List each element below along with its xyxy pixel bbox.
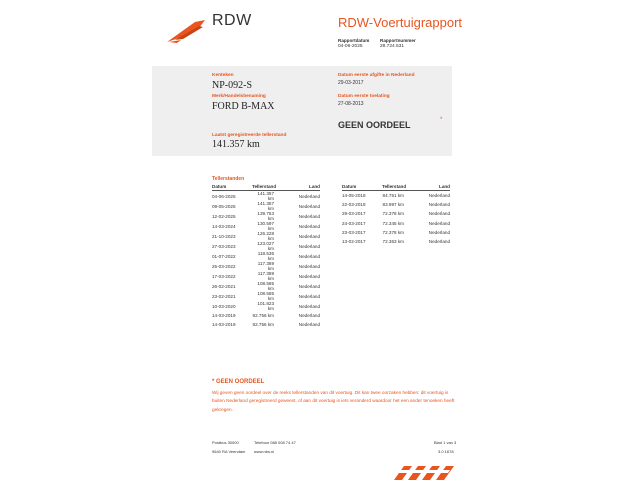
reading-cell: 118.536 km [257, 251, 274, 261]
table-row [212, 301, 320, 311]
reading-cell: 72.378 km [382, 211, 404, 217]
country-cell: Nederland [298, 223, 320, 229]
country-cell: Nederland [298, 253, 320, 259]
table-row [342, 209, 450, 218]
reading-cell: 72.363 km [382, 239, 404, 245]
odometer-table-right [342, 183, 450, 246]
date-cell: 14-05-2018 [342, 193, 366, 199]
footer-version: 3.0 1678 [438, 449, 454, 454]
date-cell: 04-06-2025 [212, 193, 236, 199]
reading-cell: 84.751 km [382, 193, 404, 199]
country-cell: Nederland [298, 263, 320, 269]
footer-city: 9640 RA Veendam [212, 449, 246, 454]
reading-cell: 126.228 km [257, 231, 274, 241]
reading-cell: 108.585 km [257, 281, 274, 291]
footer-phone: Telefoon 088 008 74 47 [254, 440, 296, 445]
date-cell: 23-03-2017 [342, 229, 366, 235]
table-row [212, 291, 320, 301]
date-cell: 25-03-2022 [212, 263, 236, 269]
date-cell: 17-03-2022 [212, 273, 236, 279]
table-row [212, 191, 320, 202]
country-cell: Nederland [298, 213, 320, 219]
reading-cell: 72.345 km [382, 220, 404, 226]
make-value: FORD B-MAX [212, 101, 275, 112]
brand-name: RDW [212, 12, 252, 29]
date-cell: 29-03-2017 [342, 211, 366, 217]
date-cell: 13-02-2017 [342, 239, 366, 245]
date-cell: 14-03-2024 [212, 223, 236, 229]
country-cell: Nederland [298, 233, 320, 239]
country-cell: Nederland [428, 229, 450, 235]
country-cell: Nederland [298, 203, 320, 209]
country-cell: Nederland [428, 220, 450, 226]
table-row [212, 241, 320, 251]
footer-web: www.rdw.nl [254, 449, 275, 454]
reading-cell: 139.753 km [257, 211, 274, 221]
vehicle-summary-panel [152, 66, 452, 156]
country-cell: Nederland [298, 313, 320, 319]
table-header-row [342, 183, 450, 191]
date-cell: 27-03-2023 [212, 243, 236, 249]
column-header-date: Datum [342, 183, 382, 191]
date-cell: 14-03-2019 [212, 322, 236, 328]
reading-cell: 130.597 km [257, 221, 274, 231]
table-row [212, 281, 320, 291]
date-cell: 21-10-2023 [212, 233, 236, 239]
verdict-text: GEEN OORDEEL [338, 120, 411, 130]
table-header-row [212, 183, 320, 191]
reading-cell: 92.756 km [252, 322, 274, 328]
date-cell: 14-03-2019 [212, 313, 236, 319]
country-cell: Nederland [298, 322, 320, 328]
footer-page-number: Blad 1 van 3 [434, 440, 457, 445]
table-row [212, 231, 320, 241]
table-row [212, 201, 320, 211]
odometer-table-title: Tellerstanden [212, 176, 245, 182]
table-row [342, 237, 450, 246]
odometer-label: Laatst geregistreerde tellerstand [212, 133, 287, 138]
reading-cell: 141.357 km [257, 201, 274, 211]
reading-cell: 72.378 km [382, 229, 404, 235]
date-cell: 10-03-2020 [212, 303, 236, 309]
rdw-wing-logo-icon [165, 18, 207, 44]
table-row [212, 320, 320, 329]
table-row [212, 311, 320, 320]
date-cell: 26-02-2021 [212, 283, 236, 289]
odometer-table-left [212, 183, 320, 329]
country-cell: Nederland [298, 283, 320, 289]
column-header-reading: Tellerstand [382, 183, 418, 191]
odometer-value: 141.357 km [212, 139, 260, 150]
reading-cell: 117.389 km [257, 261, 274, 271]
first-admission-label: Datum eerste afgifte in Nederland [338, 73, 415, 78]
first-admission-value: 29-03-2017 [338, 80, 364, 86]
reading-cell: 123.027 km [257, 241, 274, 251]
date-cell: 12-02-2025 [212, 213, 236, 219]
date-cell: 01-07-2022 [212, 253, 236, 259]
footnote-text: Wij geven geen oordeel over de reeks tellerstanden van dit voertuig. Dit kan twee oorzaken hebben: dit voertuig is buiten Nederland geregistreerd geweest, of aan dit voertuig is iets veranderd waardoor het een ander tenoeken heeft gekregen. [212, 390, 455, 412]
column-header-country: Land [418, 183, 450, 191]
table-row [212, 251, 320, 261]
country-cell: Nederland [298, 243, 320, 249]
make-label: Merk/Handelsbenaming [212, 94, 266, 99]
plate-value: NP-092-S [212, 80, 253, 91]
country-cell: Nederland [428, 193, 450, 199]
country-cell: Nederland [428, 239, 450, 245]
first-approval-value: 27-08-2013 [338, 101, 364, 107]
column-header-reading: Tellerstand [252, 183, 288, 191]
table-row [342, 191, 450, 201]
table-row [342, 228, 450, 237]
country-cell: Nederland [428, 211, 450, 217]
country-cell: Nederland [298, 193, 320, 199]
table-row [342, 219, 450, 228]
document-title: RDW-Voertuigrapport [338, 15, 463, 30]
date-cell: 23-02-2021 [212, 293, 236, 299]
country-cell: Nederland [428, 202, 450, 208]
date-cell: 24-03-2017 [342, 220, 366, 226]
footer-po-box: Postbus 30000 [212, 440, 239, 445]
table-row [212, 271, 320, 281]
reading-cell: 92.756 km [252, 313, 274, 319]
country-cell: Nederland [298, 303, 320, 309]
reading-cell: 108.585 km [257, 291, 274, 301]
report-number: 28.724.531 [380, 44, 405, 49]
rdw-stripes-decoration-icon [390, 462, 454, 480]
date-cell: 22-03-2018 [342, 202, 366, 208]
plate-label: Kenteken [212, 73, 234, 78]
report-date-label: Rapportdatum [338, 38, 370, 43]
country-cell: Nederland [298, 273, 320, 279]
table-row [212, 211, 320, 221]
report-date: 04-06-2025 [338, 44, 363, 49]
table-row [342, 200, 450, 209]
date-cell: 09-05-2025 [212, 203, 236, 209]
column-header-date: Datum [212, 183, 252, 191]
reading-cell: 141.357 km [257, 191, 274, 201]
table-row [212, 261, 320, 271]
reading-cell: 101.823 km [257, 301, 274, 311]
first-approval-label: Datum eerste toelating [338, 94, 390, 99]
column-header-country: Land [288, 183, 320, 191]
reading-cell: 117.389 km [257, 271, 274, 281]
report-number-label: Rapportnummer [380, 38, 416, 43]
table-row [212, 221, 320, 231]
country-cell: Nederland [298, 293, 320, 299]
footnote-title: * GEEN OORDEEL [212, 379, 265, 385]
verdict-footnote-marker: * [440, 117, 443, 123]
reading-cell: 83.997 km [382, 202, 404, 208]
